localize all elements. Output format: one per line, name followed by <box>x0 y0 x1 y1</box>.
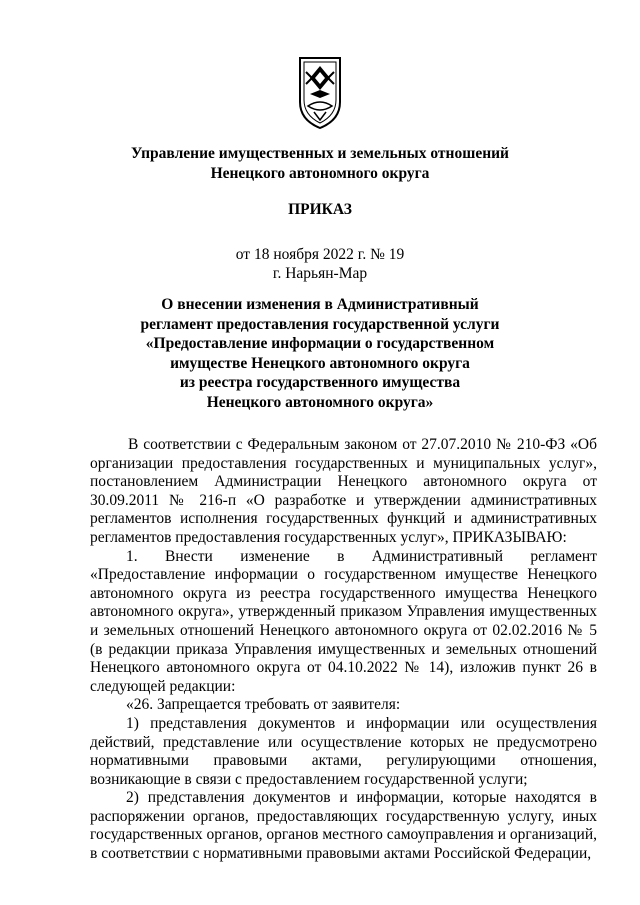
date-line: от 18 ноября 2022 г. № 19 <box>235 246 405 263</box>
paragraph-subclause-1: 1) представления документов и информации или осуществления действий, представление или осуществление которых не предусмотрено нормативными правовыми актами, регулирующими отношения, возникающие в связи с предоставлением государственной услуги; <box>90 714 597 788</box>
paragraph-subclause-2: 2) представления документов и информации, которые находятся в распоряжении органов, предоставляющих государственную услугу, иных государственных органов, органов местного самоуправления и организаций, в соответствии с нормативными правовыми актами Российской Федерации, <box>90 789 597 863</box>
paragraph-clause-26: «26. Запрещается требовать от заявителя: <box>126 696 401 714</box>
organization-header <box>0 144 640 184</box>
paragraph-preamble: В соответствии с Федеральным законом от 27.07.2010 № 210-ФЗ «Об организации предоставления государственных и муниципальных услуг», постановлением Администрации Ненецкого автономного округа от 30.09.2011 № 216-п «О разработке и утверждении административных регламентов исполнения государственных функций и административных регламентов предоставления государственных услуг», ПРИКАЗЫВАЮ: <box>90 436 597 546</box>
subject-line: регламент предоставления государственной услуги <box>140 315 500 333</box>
header-line-2: Ненецкого автономного округа <box>210 165 430 182</box>
document-type: ПРИКАЗ <box>288 201 352 218</box>
date-block <box>0 245 640 283</box>
subject-line: «Предоставление информации о государственном <box>145 335 495 353</box>
document-body <box>90 436 597 864</box>
paragraph-item-1: 1. Внести изменение в Административный регламент «Предоставление информации о государственном имуществе Ненецкого автономного округа из реестра государственного имущества Ненецкого автономного округа», утвержденный приказом Управления имущественных и земельных отношений Ненецкого автономного округа от 02.02.2016 № 5 (в редакции приказа Управления имущественных и земельных отношений Ненецкого автономного округа от 04.10.2022 № 14), изложив пункт 26 в следующей редакции: <box>90 547 597 695</box>
subject-title <box>0 295 640 413</box>
header-line-1: Управление имущественных и земельных отношений <box>131 145 509 162</box>
subject-line: из реестра государственного имущества <box>179 374 461 392</box>
place-line: г. Нарьян-Мар <box>272 265 368 282</box>
subject-line: имуществе Ненецкого автономного округа <box>170 354 470 372</box>
subject-line: О внесении изменения в Административный <box>161 296 479 313</box>
subject-line: Ненецкого автономного округа» <box>206 393 434 411</box>
coat-of-arms-emblem <box>296 50 344 130</box>
